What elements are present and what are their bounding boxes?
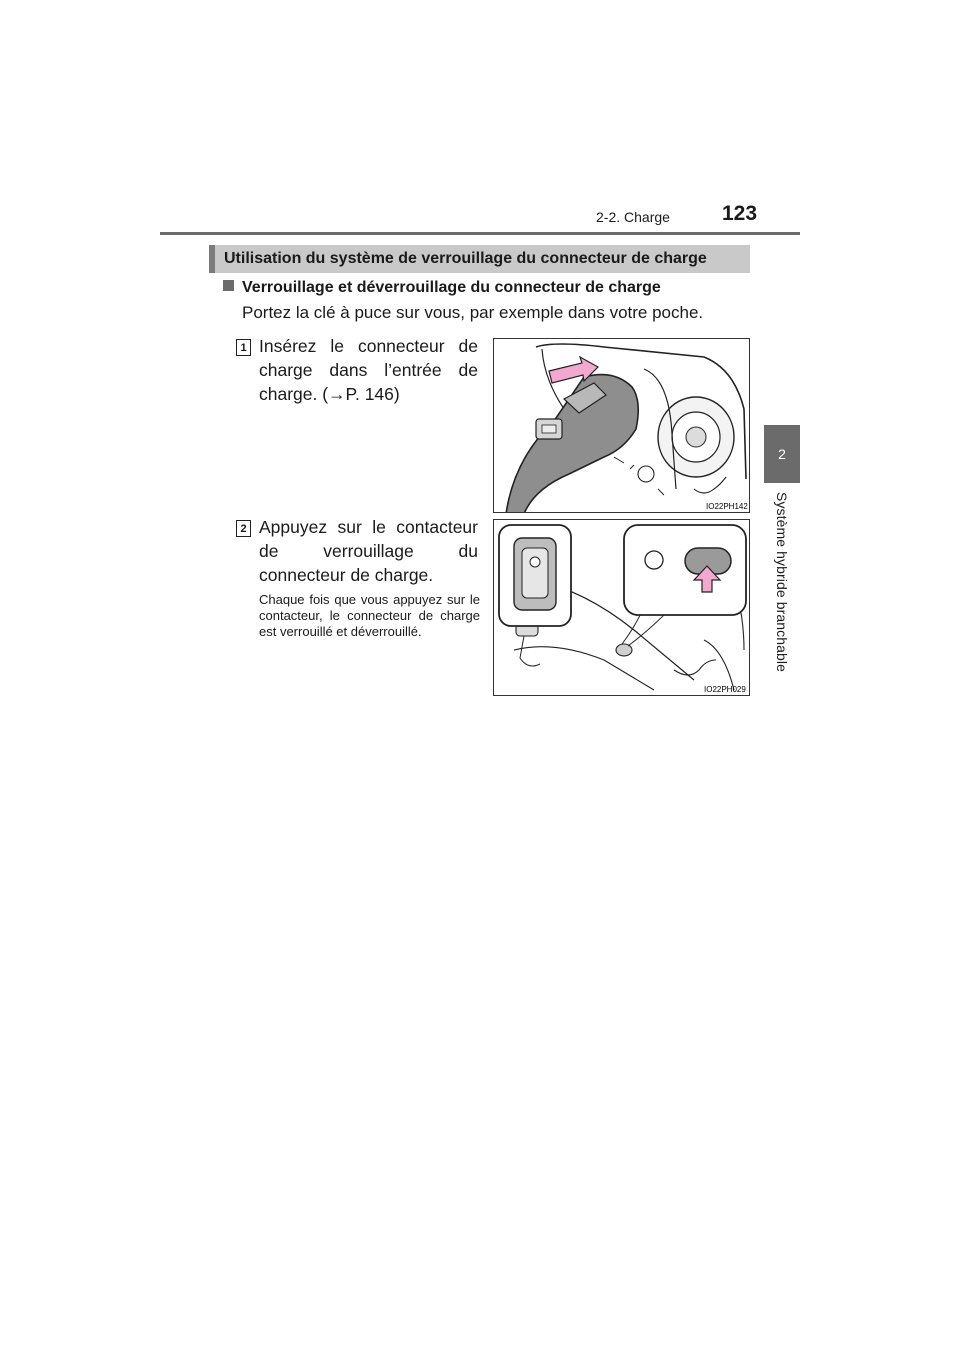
step-2-text: Appuyez sur le contacteur de verrouillage du connecteur de charge. [259,517,478,585]
subheading-text: Verrouillage et déverrouillage du connecteur de charge [242,279,661,296]
figure-code-1: IO22PH142 [706,502,748,511]
step-number-1: 1 [236,339,251,356]
step-1-text: Insérez le connecteur de charge dans l’entrée de charge. (→P. 146) [259,336,478,404]
section-label: 2-2. Charge [596,209,670,225]
page-number: 123 [722,202,758,225]
header-rule [160,232,800,235]
chapter-title: Système hybride branchable [774,492,790,673]
step-2-note: Chaque fois que vous appuyez sur le contacteur, le connecteur de charge est verrouillé et déverrouillé. [259,592,480,639]
figure-insert-connector [493,338,750,513]
subheading [223,279,661,297]
section-title: Utilisation du système de verrouillage du connecteur de charge [224,250,707,267]
lock-switch-illustration [494,520,750,696]
bullet-square-icon [223,280,234,291]
step-number-2: 2 [236,520,251,537]
intro-text: Portez la clé à puce sur vous, par exemple dans votre poche. [242,303,704,322]
section-title-bar [209,245,750,273]
figure-code-2: IO22PH029 [704,685,746,694]
chapter-tab: 2 [764,425,800,483]
charge-connector-illustration [494,339,750,513]
figure-lock-switch [493,519,750,696]
